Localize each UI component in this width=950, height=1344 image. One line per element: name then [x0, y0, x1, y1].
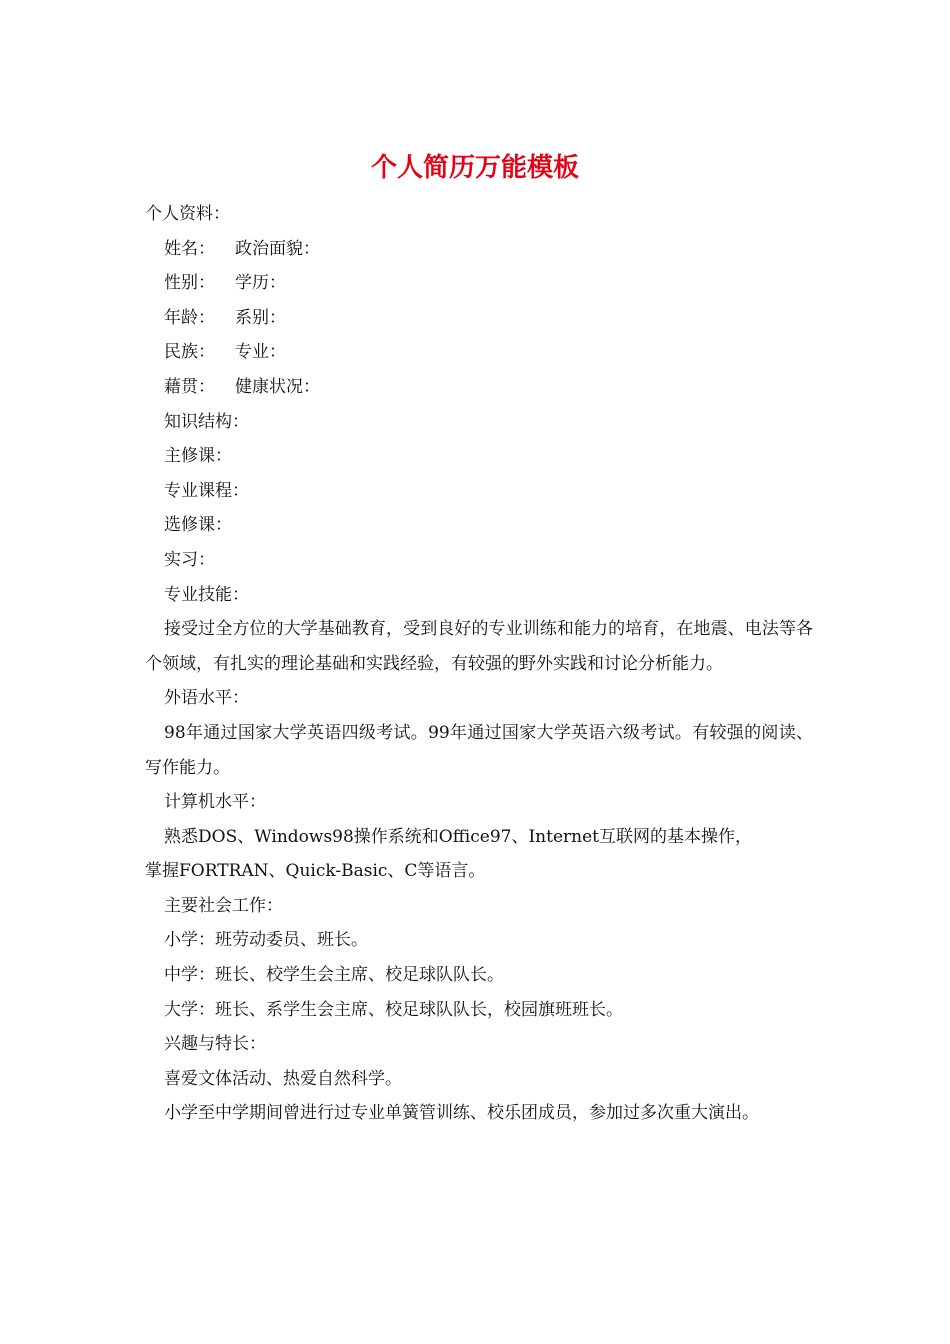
- skills-paragraph: 接受过全方位的大学基础教育，受到良好的专业训练和能力的培育，在地震、电法等各个领域，有扎实的理论基础和实践经验，有较强的野外实践和讨论分析能力。: [145, 619, 813, 674]
- social-item-primary: 小学：班劳动委员、班长。: [164, 930, 368, 951]
- personal-info-heading: 个人资料：: [145, 204, 230, 224]
- hobbies-line-1: 喜爱文体活动、热爱自然科学。: [164, 1068, 402, 1089]
- field-label-age: 年龄：: [164, 307, 215, 328]
- computer-heading: 计算机水平：: [164, 792, 266, 813]
- document-title: 个人简历万能模板: [370, 153, 579, 183]
- personal-row: [145, 232, 813, 267]
- field-label-health: 健康状况：: [235, 376, 320, 397]
- field-label-ethnicity: 民族：: [164, 342, 215, 363]
- hobbies-paragraph: 小学至中学期间曾进行过专业单簧管训练、校乐团成员，参加过多次重大演出。: [164, 1103, 759, 1124]
- social-item-middle: 中学：班长、校学生会主席、校足球队队长。: [164, 965, 504, 986]
- field-label-political-status: 政治面貌：: [235, 238, 320, 259]
- hobbies-heading: 兴趣与特长：: [164, 1034, 266, 1055]
- computer-line-2: 掌握FORTRAN、Quick-Basic、C等语言。: [145, 861, 486, 882]
- knowledge-item-main-courses: 主修课：: [164, 446, 232, 467]
- knowledge-item-electives: 选修课：: [164, 515, 232, 536]
- knowledge-item-major-courses: 专业课程：: [164, 480, 249, 501]
- skills-heading: 专业技能：: [164, 584, 249, 605]
- document-body: [145, 197, 813, 1131]
- field-label-hometown: 藉贯：: [164, 376, 215, 397]
- knowledge-item-internship: 实习：: [164, 549, 215, 570]
- language-paragraph: 98年通过国家大学英语四级考试。99年通过国家大学英语六级考试。有较强的阅读、写作能力。: [145, 722, 813, 778]
- personal-row: [145, 335, 813, 370]
- language-heading: 外语水平：: [164, 688, 249, 709]
- personal-row: [145, 370, 813, 405]
- field-label-department: 系别：: [235, 307, 286, 328]
- personal-row: [145, 301, 813, 336]
- field-label-education: 学历：: [235, 273, 286, 294]
- field-label-gender: 性别：: [164, 273, 215, 294]
- field-label-name: 姓名：: [164, 238, 215, 259]
- field-label-major: 专业：: [235, 342, 286, 363]
- knowledge-heading: 知识结构：: [164, 411, 249, 432]
- computer-line-1: 熟悉DOS、Windows98操作系统和Office97、Internet互联网的基本操作，: [164, 826, 752, 847]
- personal-row: [145, 266, 813, 301]
- social-heading: 主要社会工作：: [164, 895, 283, 916]
- social-item-university: 大学：班长、系学生会主席、校足球队队长，校园旗班班长。: [164, 999, 623, 1020]
